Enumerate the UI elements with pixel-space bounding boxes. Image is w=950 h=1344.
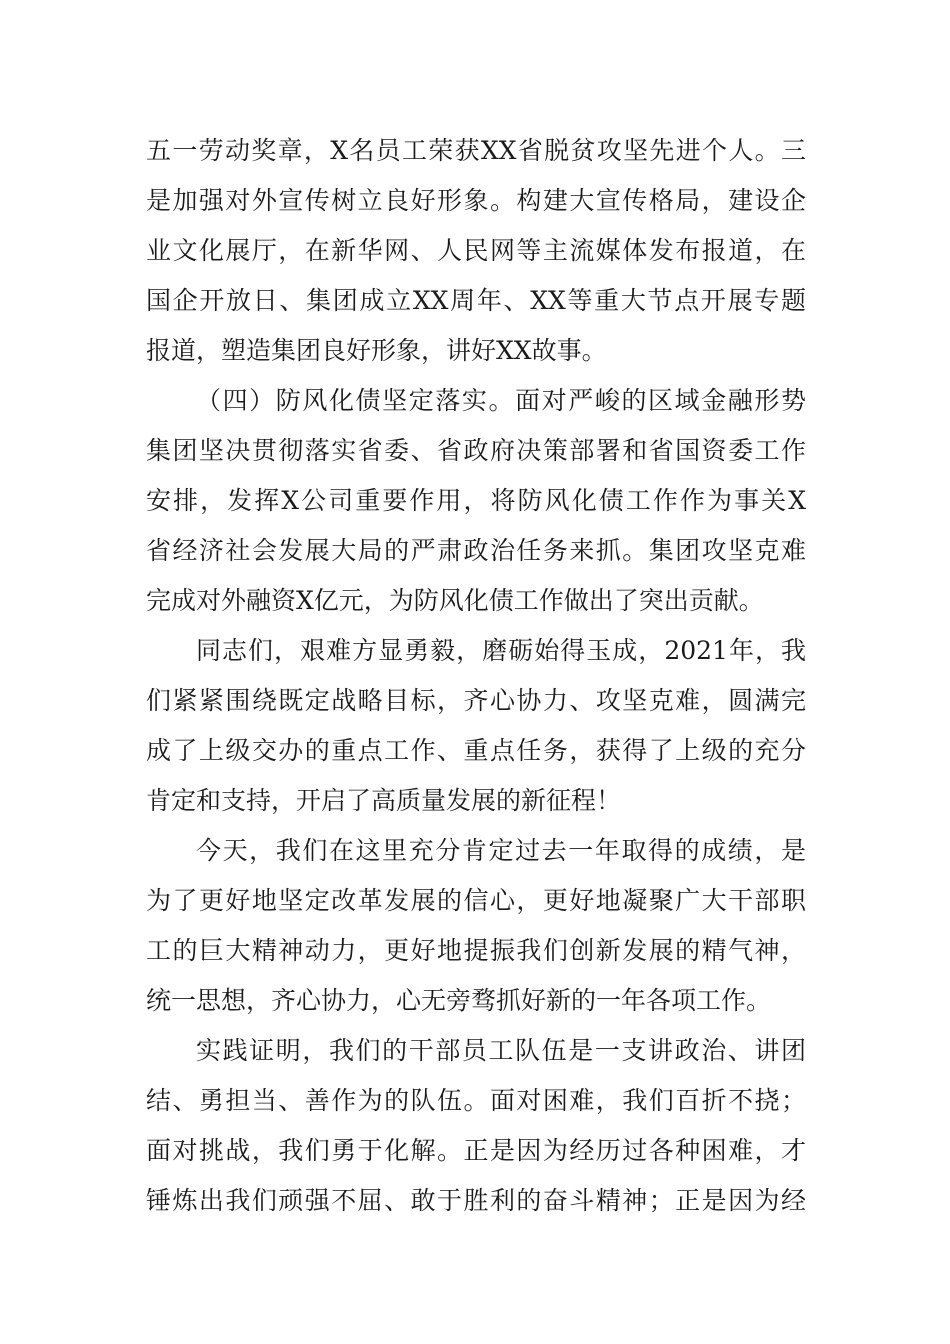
text-line-1: 五一劳动奖章，X名员工荣获XX省脱贫攻坚先进个人。三: [146, 136, 806, 165]
text-line-5: 报道，塑造集团良好形象，讲好XX故事。: [146, 336, 607, 365]
text-line-7: 集团坚决贯彻落实省委、省政府决策部署和省国资委工作: [146, 436, 806, 465]
text-line-3: 业文化展厅，在新华网、人民网等主流媒体发布报道，在: [146, 236, 806, 265]
text-line-17: 工的巨大精神动力，更好地提振我们创新发展的精气神，: [146, 936, 806, 965]
text-line-18: 统一思想，齐心协力，心无旁骛抓好新的一年各项工作。: [146, 986, 772, 1015]
text-line-20: 结、勇担当、善作为的队伍。面对困难，我们百折不挠；: [146, 1086, 806, 1115]
text-line-12: 们紧紧围绕既定战略目标，齐心协力、攻坚克难，圆满完: [146, 686, 806, 715]
paragraph-start-comrades: 同志们，艰难方显勇毅，磨砺始得玉成，2021年，我: [196, 636, 806, 665]
paragraph-start-today: 今天，我们在这里充分肯定过去一年取得的成绩，是: [196, 836, 806, 865]
text-line-9: 省经济社会发展大局的严肃政治任务来抓。集团攻坚克难: [146, 536, 806, 565]
text-line-8: 安排，发挥X公司重要作用，将防风化债工作作为事关X: [146, 486, 806, 515]
section-heading-paragraph: （四）防风化债坚定落实。面对严峻的区域金融形势: [196, 386, 806, 415]
text-line-10: 完成对外融资X亿元，为防风化债工作做出了突出贡献。: [146, 586, 764, 615]
paragraph-start-practice: 实践证明，我们的干部员工队伍是一支讲政治、讲团: [196, 1036, 806, 1065]
text-line-22: 锤炼出我们顽强不屈、敢于胜利的奋斗精神；正是因为经: [146, 1186, 806, 1215]
text-line-2: 是加强对外宣传树立良好形象。构建大宣传格局，建设企: [146, 186, 806, 215]
text-line-14: 肯定和支持，开启了高质量发展的新征程！: [146, 786, 622, 815]
text-line-13: 成了上级交办的重点工作、重点任务，获得了上级的充分: [146, 736, 806, 765]
text-line-21: 面对挑战，我们勇于化解。正是因为经历过各种困难，才: [146, 1136, 806, 1165]
text-line-16: 为了更好地坚定改革发展的信心，更好地凝聚广大干部职: [146, 886, 806, 915]
text-line-4: 国企开放日、集团成立XX周年、XX等重大节点开展专题: [146, 286, 806, 315]
